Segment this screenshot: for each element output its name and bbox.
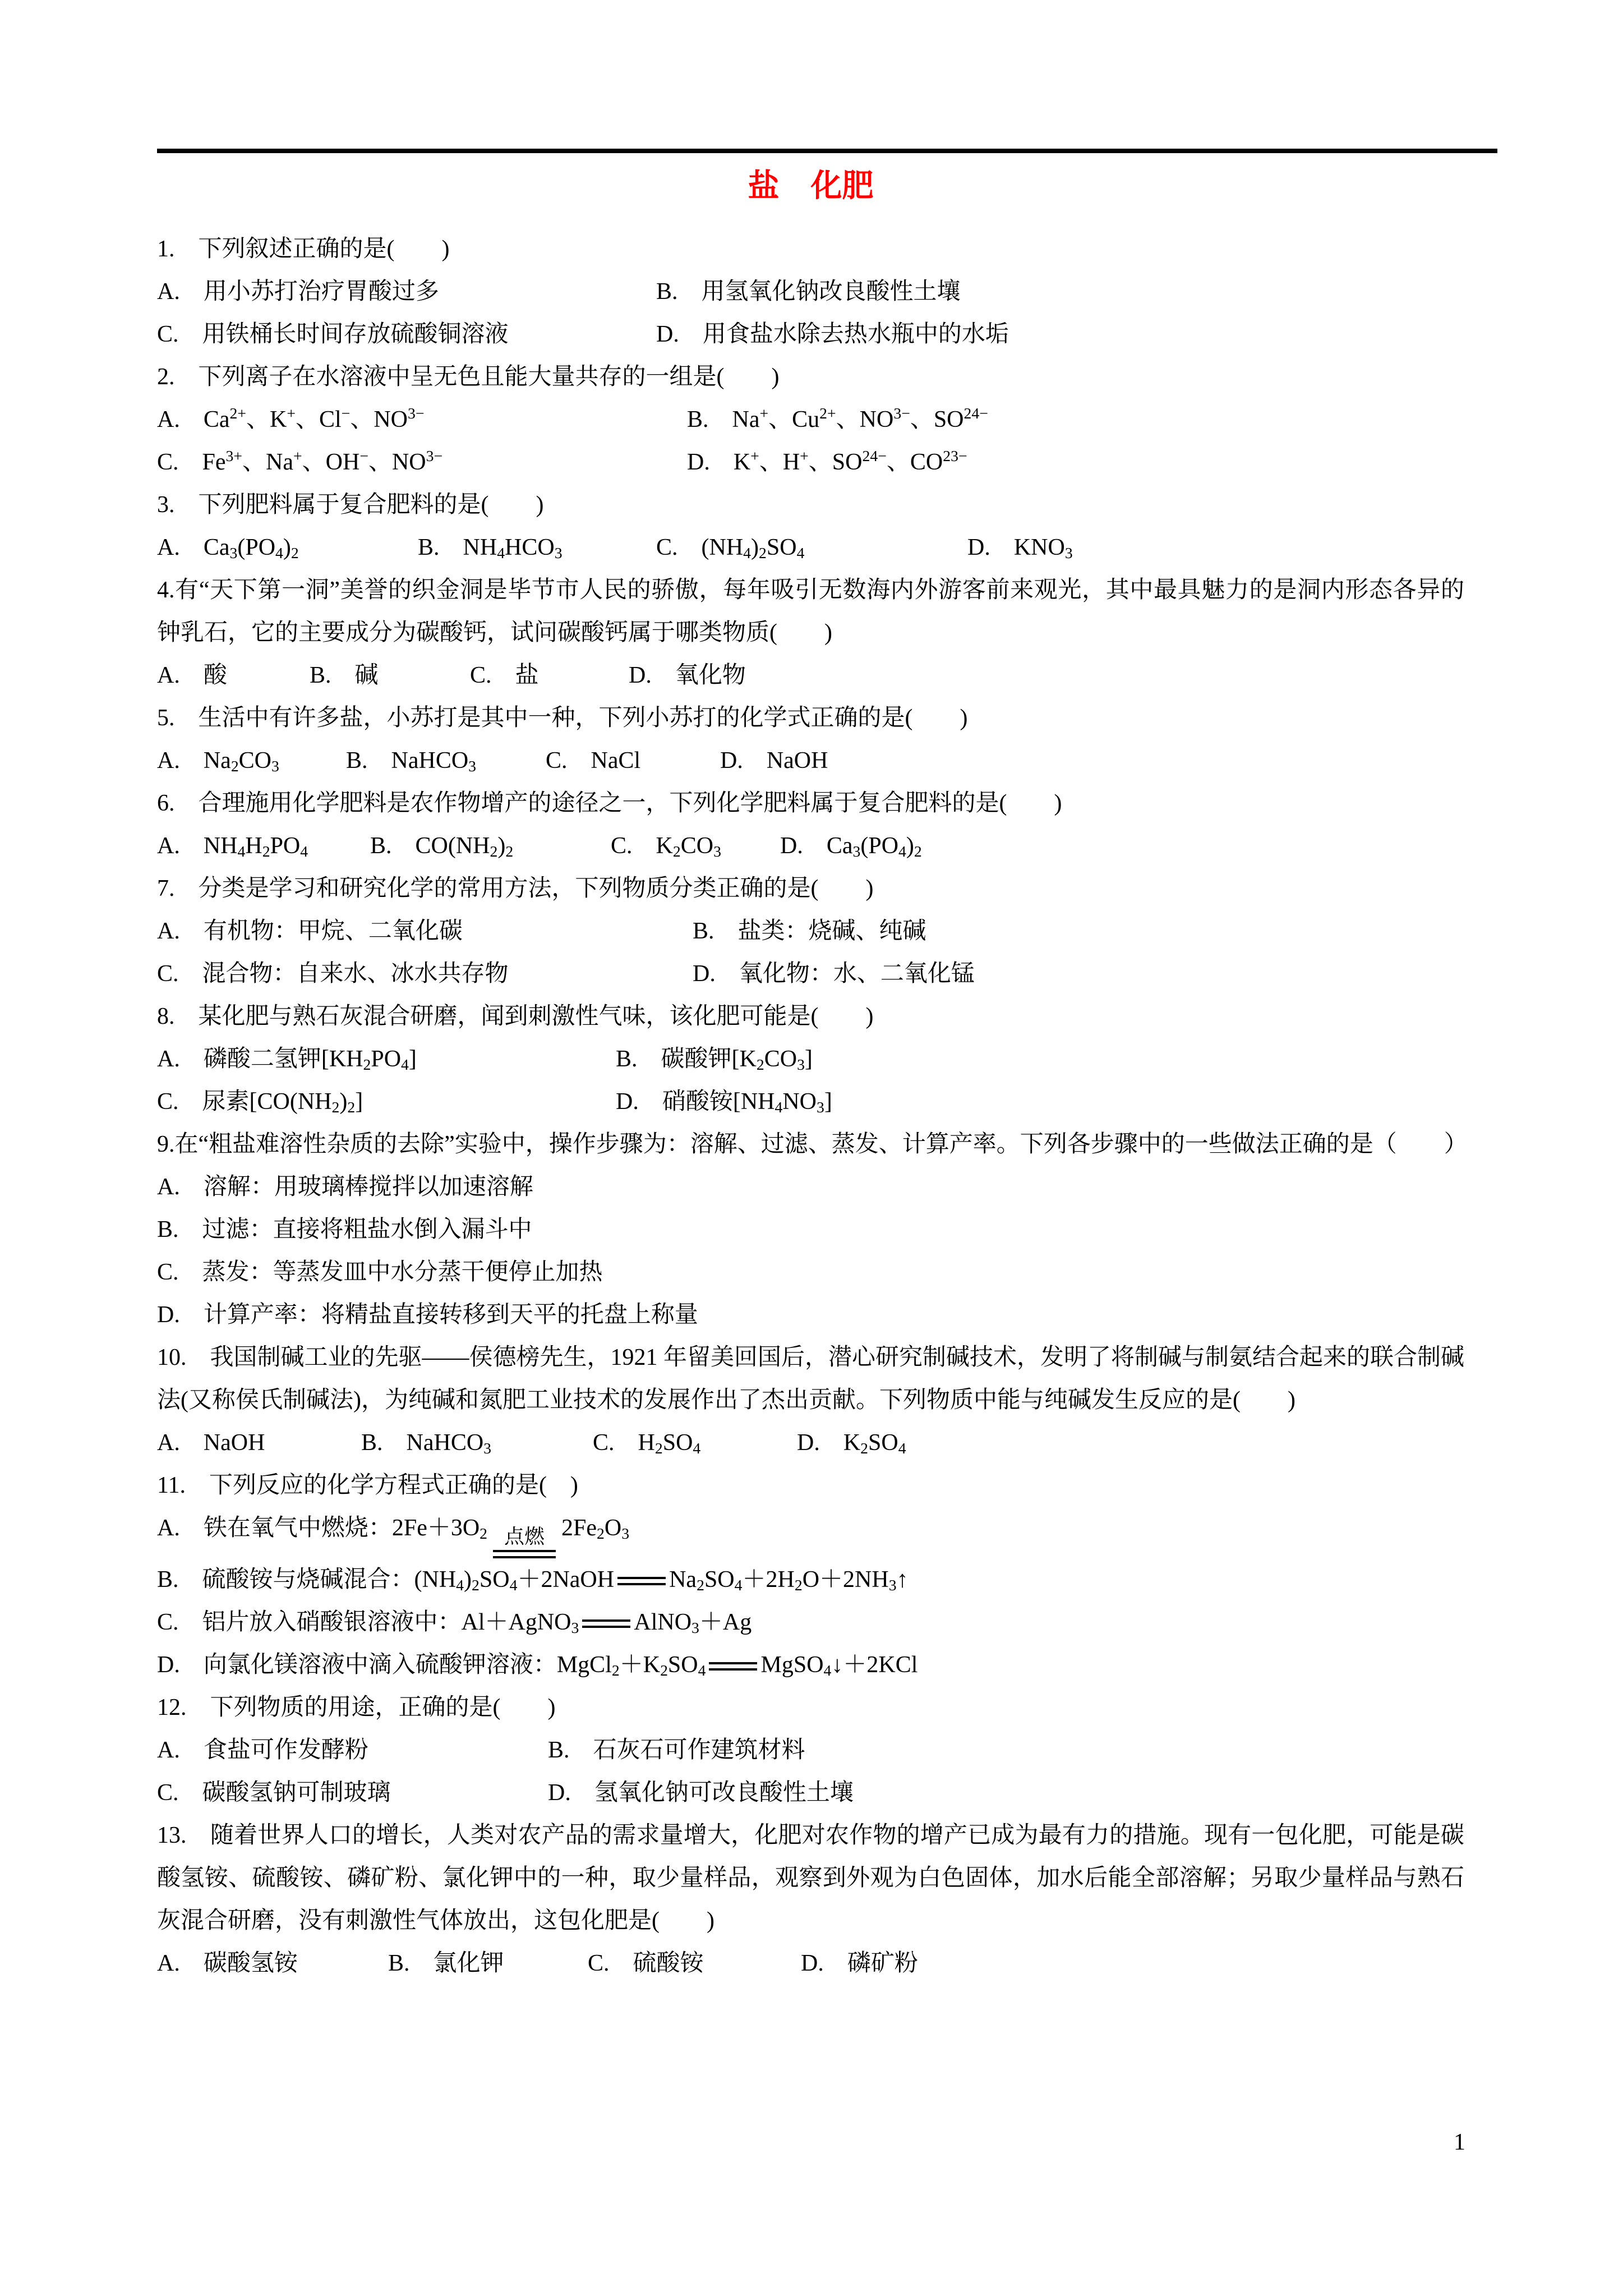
- q6-stem: 6. 合理施用化学肥料是农作物增产的途径之一，下列化学肥料属于复合肥料的是( ): [157, 790, 1062, 816]
- q12-option-b: B. 石灰石可作建筑材料: [548, 1737, 805, 1763]
- q11-option-b: B. 硫酸铵与烧碱混合：$(NH_4)_2SO_4+2NaOH$ $Na_2SO_4+2H_2O+2NH_3↑$: [157, 1567, 909, 1594]
- q10-option-b: B. NaHCO$_3$: [361, 1430, 492, 1457]
- q5-option-a: A. $Na_2CO_3$: [157, 748, 279, 775]
- q4-options-row: [157, 654, 1464, 697]
- q11-option-c: C. 铝片放入硝酸银溶液中：Al＋AgNO$_3$ AlNO$_3$＋Ag: [157, 1609, 752, 1637]
- q2-option-b: B. Na+、$Cu^{2+}$、$NO^{3-}$、$SO^{24-}$: [687, 404, 988, 432]
- q6-option-b: B. $CO(NH_2)_2$: [370, 833, 514, 861]
- q3-stem: 3. 下列肥料属于复合肥料的是( ): [157, 492, 544, 518]
- q2-option-c: C. $Fe^{3+}$、Na+、OH−、$NO^{3-}$: [157, 447, 443, 475]
- ignite-label: 点燃: [504, 1525, 545, 1548]
- q7-option-d: D. 氧化物：水、二氧化锰: [693, 961, 975, 987]
- q3-option-c: C. $(NH_4)_2SO_4$: [656, 535, 805, 562]
- q6-option-a: A. $NH_4H_2PO_4$: [157, 833, 308, 861]
- q5-options-row: [157, 739, 1464, 782]
- q6-option-d: D. $Ca_3(PO_4)_2$: [780, 833, 922, 861]
- q13-options-row: [157, 1942, 1464, 1985]
- q1-option-b: B. 用氢氧化钠改良酸性土壤: [656, 279, 961, 305]
- q8-options-row-1: [157, 1038, 1464, 1080]
- q11-stem: 11. 下列反应的化学方程式正确的是( ): [157, 1473, 578, 1498]
- q11-option-d: D. 向氯化镁溶液中滴入硫酸钾溶液：$MgCl_2+K_2SO_4$ MgSO$_4$↓＋2KCl: [157, 1652, 918, 1680]
- question-list: [157, 228, 1468, 1985]
- double-equals-icon: [493, 1550, 556, 1558]
- q1-option-d: D. 用食盐水除去热水瓶中的水垢: [656, 321, 1009, 347]
- q3-options-row: [157, 526, 1464, 569]
- q12-option-a: A. 食盐可作发酵粉: [157, 1737, 368, 1763]
- q4-option-a: A. 酸: [157, 662, 227, 688]
- q12-option-c: C. 碳酸氢钠可制玻璃: [157, 1780, 391, 1806]
- q1-options-row-1: [157, 270, 1464, 313]
- q8-option-a: A. 磷酸二氢钾$[KH_2PO_4]$: [157, 1046, 417, 1074]
- q1-option-a: A. 用小苏打治疗胃酸过多: [157, 279, 439, 305]
- q10-option-c: C. $H_2SO_4$: [593, 1430, 701, 1457]
- q3-option-b: B. $NH_4HCO_3$: [418, 535, 562, 562]
- q7-option-c: C. 混合物：自来水、冰水共存物: [157, 961, 509, 987]
- q9-option-a: A. 溶解：用玻璃棒搅拌以加速溶解: [157, 1174, 533, 1200]
- q5-option-d: D. NaOH: [720, 748, 828, 774]
- q7-options-row-2: [157, 953, 1464, 995]
- q12-option-d: D. 氢氧化钠可改良酸性土壤: [548, 1780, 854, 1806]
- q8-stem: 8. 某化肥与熟石灰混合研磨，闻到刺激性气味，该化肥可能是( ): [157, 1004, 874, 1029]
- q13-option-c: C. 硫酸铵: [588, 1950, 704, 1976]
- q12-stem: 12. 下列物质的用途，正确的是( ): [157, 1695, 556, 1720]
- q11-option-a-lhs: A. 铁在氧气中燃烧：$2Fe+3O_2$: [157, 1515, 488, 1543]
- q2-option-a: A. $Ca^{2+}$、K+、Cl−、$NO^{3-}$: [157, 404, 425, 432]
- ignite-condition: [493, 1525, 556, 1558]
- q10-option-d: D. $K_2SO_4$: [797, 1430, 906, 1457]
- q5-option-c: C. NaCl: [546, 748, 641, 774]
- q1-option-c: C. 用铁桶长时间存放硫酸铜溶液: [157, 321, 509, 347]
- q2-options-row-1: [157, 398, 1464, 441]
- q2-stem: 2. 下列离子在水溶液中呈无色且能大量共存的一组是( ): [157, 364, 780, 390]
- q9-stem: 9.在“粗盐难溶性杂质的去除”实验中，操作步骤为：溶解、过滤、蒸发、计算产率。下列各步骤中的一些做法正确的是（ ）: [157, 1131, 1468, 1157]
- q12-options-row-1: [157, 1729, 1464, 1772]
- q9-option-d: D. 计算产率：将精盐直接转移到天平的托盘上称量: [157, 1302, 698, 1328]
- q13-stem: 13. 随着世界人口的增长，人类对农产品的需求量增大，化肥对农作物的增产已成为最有力的措施。现有一包化肥，可能是碳酸氢铵、硫酸铵、磷矿粉、氯化钾中的一种，取少量样品，观察到外观为白色固体，加水后能全部溶解；另取少量样品与熟石灰混合研磨，没有刺激性气体放出，这包化肥是( ): [157, 1823, 1464, 1934]
- q5-option-b: B. NaHCO$_3$: [346, 748, 477, 775]
- q4-option-d: D. 氧化物: [629, 662, 746, 688]
- q7-options-row-1: [157, 910, 1464, 953]
- q1-options-row-2: [157, 313, 1464, 356]
- q2-options-row-2: [157, 441, 1464, 484]
- document-title: 盐 化肥: [748, 169, 874, 204]
- q4-option-b: B. 碱: [310, 662, 379, 688]
- q10-stem: 10. 我国制碱工业的先驱——侯德榜先生，1921 年留美回国后，潜心研究制碱技术，发明了将制碱与制氨结合起来的联合制碱法(又称侯氏制碱法)，为纯碱和氮肥工业技术的发展作出了杰出贡献。下列物质中能与纯碱发生反应的是( ): [157, 1345, 1465, 1413]
- q7-option-a: A. 有机物：甲烷、二氧化碳: [157, 918, 463, 944]
- q13-option-b: B. 氯化钾: [388, 1950, 504, 1976]
- q4-stem: 4.有“天下第一洞”美誉的织金洞是毕节市人民的骄傲，每年吸引无数海内外游客前来观光，其中最具魅力的是洞内形态各异的钟乳石，它的主要成分为碳酸钙，试问碳酸钙属于哪类物质( ): [157, 577, 1464, 646]
- q13-option-d: D. 磷矿粉: [801, 1950, 918, 1976]
- q11-option-a: [157, 1507, 1464, 1558]
- q4-option-c: C. 盐: [470, 662, 539, 688]
- q10-options-row: [157, 1421, 1464, 1464]
- q12-options-row-2: [157, 1772, 1464, 1814]
- q9-option-c: C. 蒸发：等蒸发皿中水分蒸干便停止加热: [157, 1259, 603, 1285]
- q8-option-b: B. 碳酸钾$[K_2CO_3]$: [616, 1046, 813, 1074]
- q8-option-c: C. 尿素$[CO(NH_2)_2]$: [157, 1089, 363, 1116]
- page-number: 1: [1454, 2129, 1465, 2155]
- q6-option-c: C. $K_2CO_3$: [611, 833, 721, 861]
- q13-option-a: A. 碳酸氢铵: [157, 1950, 298, 1976]
- q10-option-a: A. NaOH: [157, 1430, 265, 1456]
- q3-option-d: D. $KNO_3$: [967, 535, 1073, 562]
- q8-option-d: D. 硝酸铵$[NH_4NO_3]$: [616, 1089, 832, 1116]
- q11-option-a-rhs: $2Fe_2O_3$: [561, 1515, 630, 1543]
- q7-option-b: B. 盐类：烧碱、纯碱: [693, 918, 926, 944]
- q6-options-row: [157, 825, 1464, 867]
- q2-option-d: D. K+、H+、$SO^{24-}$、$CO^{23-}$: [687, 447, 967, 475]
- q1-stem: 1. 下列叙述正确的是( ): [157, 236, 450, 262]
- q8-options-row-2: [157, 1080, 1464, 1123]
- q9-option-b: B. 过滤：直接将粗盐水倒入漏斗中: [157, 1217, 532, 1243]
- header-rule: [157, 149, 1497, 153]
- q3-option-a: A. $Ca_3(PO_4)_2$: [157, 535, 299, 562]
- q5-stem: 5. 生活中有许多盐，小苏打是其中一种，下列小苏打的化学式正确的是( ): [157, 705, 968, 731]
- q7-stem: 7. 分类是学习和研究化学的常用方法，下列物质分类正确的是( ): [157, 876, 874, 901]
